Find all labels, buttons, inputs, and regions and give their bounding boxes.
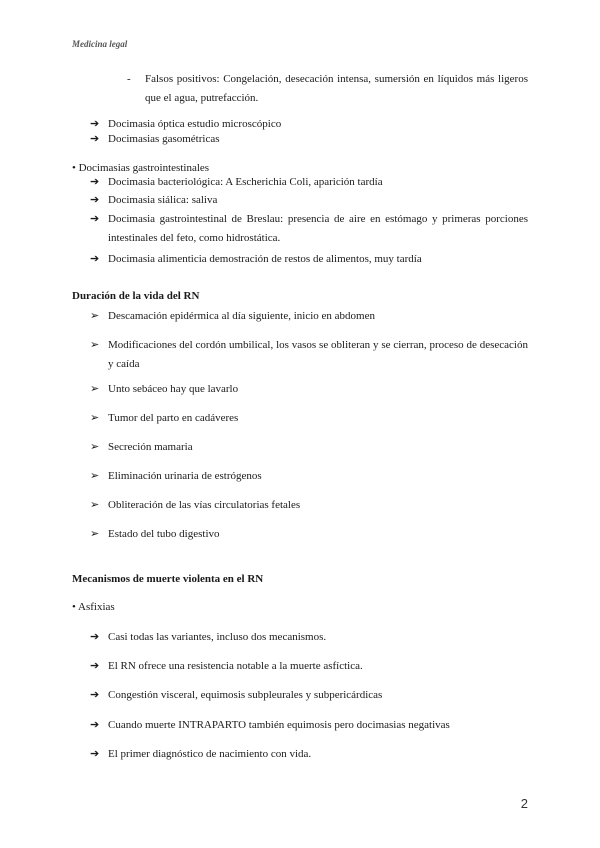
heading-mecanismos: Mecanismos de muerte violenta en el RN (72, 573, 264, 585)
chevron-icon: ➢ (90, 528, 100, 540)
chevron-icon: ➢ (90, 383, 100, 395)
list-item: Docimasia alimenticia demostración de restos de alimentos, muy tardía (108, 253, 422, 265)
list-item: Secreción mamaria (108, 441, 193, 453)
section-bullet-asfixias: • Asfixias (72, 601, 115, 613)
list-item: El RN ofrece una resistencia notable a la muerte asfíctica. (108, 660, 363, 672)
list-item: Cuando muerte INTRAPARTO también equimosis pero docimasias negativas (108, 719, 450, 731)
chevron-icon: ➢ (90, 310, 100, 322)
chevron-icon: ➢ (90, 499, 100, 511)
running-header: Medicina legal (72, 39, 128, 49)
arrow-icon: ➔ (90, 689, 100, 701)
list-item: Unto sebáceo hay que lavarlo (108, 383, 239, 395)
list-item: Docimasia óptica estudio microscópico (108, 118, 282, 130)
list-item: Descamación epidérmica al día siguiente, inicio en abdomen (108, 310, 375, 322)
page-number: 2 (520, 796, 528, 811)
arrow-icon: ➔ (90, 133, 100, 145)
section-bullet-gastro: • Docimasias gastrointestinales (72, 162, 210, 174)
list-item: Tumor del parto en cadáveres (108, 412, 239, 424)
list-item: Casi todas las variantes, incluso dos mecanismos. (108, 631, 327, 643)
list-item: Docimasia bacteriológica: A Escherichia Coli, aparición tardía (108, 176, 383, 188)
list-item: Modificaciones del cordón umbilical, los vasos se obliteran y se cierran, proceso de desecación y caída (108, 339, 528, 370)
arrow-icon: ➔ (90, 194, 100, 206)
arrow-icon: ➔ (90, 176, 100, 188)
arrow-icon: ➔ (90, 631, 100, 643)
list-item: Obliteración de las vías circulatorias fetales (108, 499, 301, 511)
arrow-icon: ➔ (90, 253, 100, 265)
chevron-icon: ➢ (90, 339, 100, 351)
arrow-icon: ➔ (90, 118, 100, 130)
list-item: Eliminación urinaria de estrógenos (108, 470, 262, 482)
dash-marker: - (127, 73, 131, 85)
heading-duracion: Duración de la vida del RN (72, 290, 200, 302)
arrow-icon: ➔ (90, 748, 100, 760)
false-positives-item: Falsos positivos: Congelación, desecación intensa, sumersión en líquidos más ligeros que el agua, putrefacción. (145, 73, 528, 104)
list-item: Docimasia siálica: saliva (108, 194, 218, 206)
arrow-icon: ➔ (90, 660, 100, 672)
list-item: Docimasia gastrointestinal de Breslau: presencia de aire en estómago y primeras porciones intestinales del feto, como hidrostática. (108, 213, 528, 244)
chevron-icon: ➢ (90, 412, 100, 424)
list-item: El primer diagnóstico de nacimiento con vida. (108, 748, 312, 760)
list-item: Congestión visceral, equimosis subpleurales y subpericárdicas (108, 689, 383, 701)
arrow-icon: ➔ (90, 213, 100, 225)
chevron-icon: ➢ (90, 441, 100, 453)
list-item: Estado del tubo digestivo (108, 528, 220, 540)
chevron-icon: ➢ (90, 470, 100, 482)
list-item: Docimasias gasométricas (108, 133, 220, 145)
arrow-icon: ➔ (90, 719, 100, 731)
